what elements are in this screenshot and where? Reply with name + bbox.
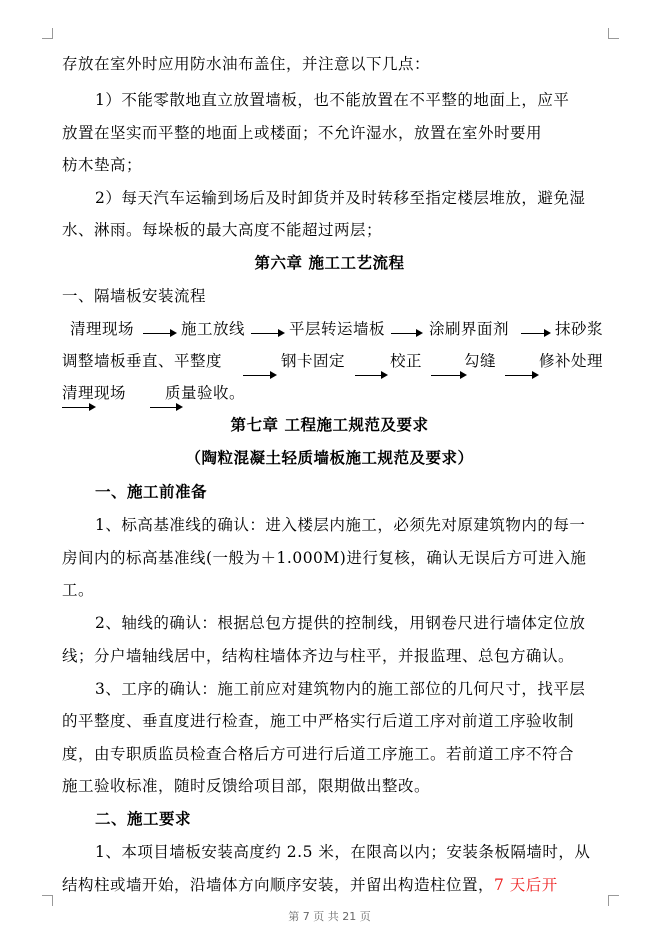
section-heading-requirements: 二、施工要求 [95, 809, 192, 828]
text-line: 工。 [62, 581, 95, 599]
text-line [62, 873, 558, 895]
flow-arrow-icon [505, 370, 539, 382]
flow-step: 清理现场 [70, 320, 135, 338]
text-line: 1）不能零散地直立放置墙板，也不能放置在不平整的地面上，应平 [95, 91, 570, 109]
text-line: 2、轴线的确认：根据总包方提供的控制线，用钢卷尺进行墙体定位放 [95, 614, 586, 632]
flow-step: 平层转运墙板 [289, 320, 386, 338]
chapter-7-heading: 第七章 工程施工规范及要求 [230, 415, 429, 434]
chapter-6-heading: 第六章 施工工艺流程 [254, 253, 405, 272]
flow-step: 修补处理 [539, 352, 604, 370]
crop-mark-bottom-left [42, 895, 53, 906]
flow-arrow-icon [251, 328, 285, 340]
flow-step: 抹砂浆 [555, 320, 604, 338]
flow-arrow-icon [431, 370, 467, 382]
text-line: 存放在室外时应用防水油布盖住，并注意以下几点： [62, 55, 431, 73]
text-line: 施工验收标准，随时反馈给项目部，限期做出整改。 [62, 777, 431, 795]
flow-step: 校正 [390, 352, 423, 370]
section-heading-preparation: 一、施工前准备 [95, 482, 208, 501]
flow-step: 施工放线 [181, 320, 246, 338]
text-line: 3、工序的确认：施工前应对建筑物内的施工部位的几何尺寸，找平层 [95, 680, 586, 698]
flow-arrow-icon [521, 328, 551, 340]
flow-step: 调整墙板垂直、平整度 [62, 352, 223, 370]
text-line: 水、淋雨。每垛板的最大高度不能超过两层； [62, 221, 383, 239]
flow-step: 清理现场 [62, 384, 127, 402]
section-heading-install-flow: 一、隔墙板安装流程 [62, 287, 207, 305]
text-segment: 结构柱或墙开始，沿墙体方向顺序安装，并留出构造柱位置， [62, 876, 495, 894]
flow-arrow-icon [391, 328, 423, 340]
text-line: 房间内的标高基准线(一般为＋1.000M)进行复核，确认无误后方可进入施 [62, 549, 587, 567]
flow-arrow-icon [143, 328, 177, 340]
text-line: 枋木垫高； [62, 156, 143, 174]
text-line: 2）每天汽车运输到场后及时卸货并及时转移至指定楼层堆放，避免湿 [95, 189, 586, 207]
highlight-text: 7 天后开 [494, 876, 558, 894]
crop-mark-bottom-right [608, 895, 619, 906]
flow-step: 涂刷界面剂 [429, 320, 510, 338]
text-line: 放置在坚实而平整的地面上或楼面；不允许湿水，放置在室外时要用 [62, 124, 543, 142]
text-line: 的平整度、垂直度进行检查，施工中严格实行后道工序对前道工序验收制 [62, 712, 575, 730]
crop-mark-top-right [608, 28, 619, 39]
crop-mark-top-left [42, 28, 53, 39]
text-line: 1、本项目墙板安装高度约 2.5 米，在限高以内；安装条板隔墙时，从 [95, 843, 591, 861]
page-number-footer: 第 7 页 共 21 页 [288, 910, 371, 923]
flow-step: 钢卡固定 [281, 352, 346, 370]
flow-arrow-icon [243, 370, 277, 382]
flow-step: 勾缝 [464, 352, 497, 370]
text-line: 1、标高基准线的确认：进入楼层内施工，必须先对原建筑物内的每一 [95, 516, 586, 534]
flow-step: 质量验收。 [165, 384, 246, 402]
text-line: 线；分户墙轴线居中，结构柱墙体齐边与柱平，并报监理、总包方确认。 [62, 647, 575, 665]
flow-arrow-icon [355, 370, 388, 382]
text-line: 度，由专职质监员检查合格后方可进行后道工序施工。若前道工序不符合 [62, 745, 575, 763]
chapter-7-subtitle: （陶粒混凝土轻质墙板施工规范及要求） [185, 448, 474, 467]
